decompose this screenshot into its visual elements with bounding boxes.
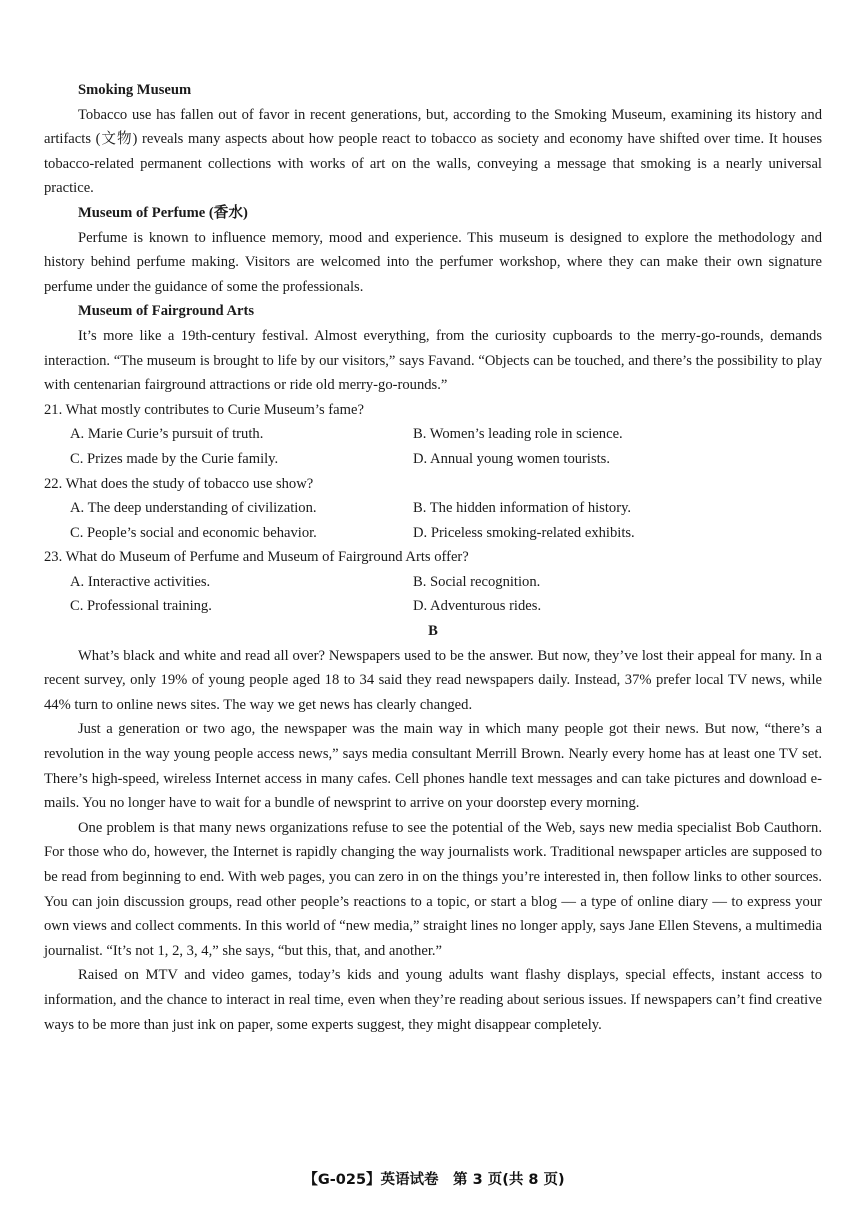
option-21-c: C. Prizes made by the Curie family. — [70, 450, 279, 467]
options-23 — [44, 570, 822, 619]
option-22-d: D. Priceless smoking-related exhibits. — [413, 524, 635, 541]
passage-b-paragraph-3: One problem is that many news organizations refuse to see the potential of the Web, says new media specialist Bob Cauthorn. For those who do, however, the Internet is rapidly changing the way journalists work. Traditional newspaper articles are supposed to be read from beginning to end. With web pages, you can zero in on the things you’re interested in, then follow links to other sources. You can join discussion groups, read other people’s reactions to a topic, or start a blog — a type of online diary — to express your own views and collect comments. In this world of “new media,” straight lines no longer apply, says Jane Ellen Stevens, a multimedia journalist. “It’s not 1, 2, 3, 4,” she says, “but this, that, and another.” — [44, 819, 822, 959]
section-heading-perfume: Museum of Perfume (香水) — [78, 204, 248, 221]
option-23-a: A. Interactive activities. — [70, 573, 211, 590]
question-21: 21. What mostly contributes to Curie Museum’s fame? — [44, 401, 364, 418]
option-23-b: B. Social recognition. — [413, 573, 541, 590]
section-text-fairground: It’s more like a 19th-century festival. Almost everything, from the curiosity cupboards to the merry-go-rounds, demands interaction. “The museum is brought to life by our visitors,” says Favand. “Objects can be touched, and there’s the possibility to play with centenarian fairground attractions or ride old merry-go-rounds.” — [44, 327, 822, 394]
passage-b-paragraph-1: What’s black and white and read all over? Newspapers used to be the answer. But now, they’ve lost their appeal for many. In a recent survey, only 19% of young people aged 18 to 34 said they read newspapers daily. Instead, 37% prefer local TV news, while 44% turn to online news sites. The way we get news has clearly changed. — [44, 647, 822, 713]
option-23-d: D. Adventurous rides. — [413, 598, 542, 615]
section-text-smoking: Tobacco use has fallen out of favor in recent generations, but, according to the Smoking Museum, examining its history and artifacts (文物) reveals many aspects about how people react to tobacco as society and economy have shifted over time. It houses tobacco-related permanent collections with works of art on the walls, conveying a message that smoking is a nearly universal practice. — [44, 106, 822, 197]
option-21-d: D. Annual young women tourists. — [413, 450, 611, 467]
passage-b-paragraph-2: Just a generation or two ago, the newspaper was the main way in which many people got their news. But now, “there’s a revolution in the way young people access news,” says media consultant Merrill Brown. Nearly every home has at least one TV set. There’s high-speed, wireless Internet access in many cafes. Cell phones handle text messages and can take pictures and download e-mails. You no longer have to wait for a bundle of newsprint to arrive on your doorstep every morning. — [44, 721, 822, 812]
page-footer: 【G-025】英语试卷 第 3 页(共 8 页) — [303, 1172, 565, 1188]
question-22: 22. What does the study of tobacco use show? — [44, 475, 314, 492]
option-21-b: B. Women’s leading role in science. — [413, 426, 623, 443]
option-22-a: A. The deep understanding of civilization. — [70, 500, 317, 517]
option-23-c: C. Professional training. — [70, 598, 212, 615]
passage-label: B — [428, 623, 438, 640]
option-22-c: C. People’s social and economic behavior. — [70, 524, 317, 541]
question-23: 23. What do Museum of Perfume and Museum of Fairground Arts offer? — [44, 549, 469, 566]
section-heading-fairground: Museum of Fairground Arts — [78, 303, 255, 320]
option-22-b: B. The hidden information of history. — [413, 500, 632, 517]
exam-page — [44, 78, 822, 1037]
passage-b-paragraph-4: Raised on MTV and video games, today’s kids and young adults want flashy displays, special effects, instant access to information, and the chance to interact in real time, even when they’re reading about serious issues. If newspapers can’t find creative ways to be more than just ink on paper, some experts suggest, they might disappear completely. — [44, 967, 822, 1033]
section-heading-smoking: Smoking Museum — [78, 82, 192, 98]
options-21 — [44, 422, 822, 471]
option-21-a: A. Marie Curie’s pursuit of truth. — [70, 426, 264, 443]
section-text-perfume: Perfume is known to influence memory, mood and experience. This museum is designed to explore the methodology and history behind perfume making. Visitors are welcomed into the perfumer workshop, where they can make their own signature perfume under the guidance of some the professionals. — [44, 229, 822, 295]
options-22 — [44, 496, 822, 545]
